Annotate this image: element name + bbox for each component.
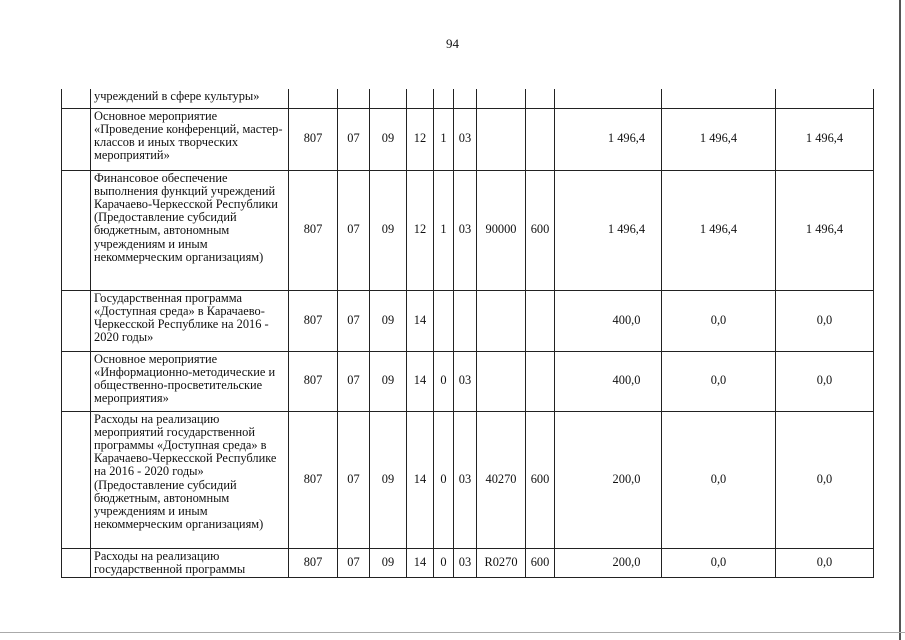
direction-code (477, 108, 526, 170)
event-code: 03 (454, 170, 477, 290)
amount-year-3: 0,0 (776, 411, 874, 548)
amount-year-2: 0,0 (662, 411, 776, 548)
expense-type-code (526, 290, 555, 351)
amount-year-3: 1 496,4 (776, 108, 874, 170)
section-code: 07 (338, 290, 370, 351)
amount-year-3: 0,0 (776, 548, 874, 577)
amount-year-3: 0,0 (776, 290, 874, 351)
row-marker-cell (62, 108, 91, 170)
amount-year-1: 400,0 (555, 351, 662, 411)
amount-year-3 (776, 89, 874, 108)
program-code: 12 (407, 170, 434, 290)
subprogram-code (434, 89, 454, 108)
expense-type-code: 600 (526, 411, 555, 548)
table-row (62, 548, 874, 577)
row-marker-cell (62, 548, 91, 577)
expense-name: Основное мероприятие «Проведение конференций, мастер-классов и иных творческих мероприятий» (91, 108, 289, 170)
ministry-code: 807 (289, 548, 338, 577)
event-code: 03 (454, 411, 477, 548)
program-code: 12 (407, 108, 434, 170)
amount-year-1: 1 496,4 (555, 170, 662, 290)
amount-year-1 (555, 89, 662, 108)
expense-name: Основное мероприятие «Информационно-методические и общественно-просветительские мероприятия» (91, 351, 289, 411)
row-marker-cell (62, 351, 91, 411)
amount-year-2: 0,0 (662, 548, 776, 577)
event-code: 03 (454, 108, 477, 170)
section-code (338, 89, 370, 108)
expense-type-code (526, 108, 555, 170)
scan-edge-right (899, 0, 901, 640)
row-marker-cell (62, 170, 91, 290)
event-code (454, 89, 477, 108)
amount-year-2: 1 496,4 (662, 170, 776, 290)
ministry-code: 807 (289, 108, 338, 170)
table-row (62, 290, 874, 351)
expense-type-code: 600 (526, 548, 555, 577)
subprogram-code (434, 290, 454, 351)
ministry-code: 807 (289, 411, 338, 548)
subprogram-code: 1 (434, 108, 454, 170)
subsection-code: 09 (370, 351, 407, 411)
row-marker-cell (62, 411, 91, 548)
scan-edge-bottom (0, 632, 905, 633)
row-marker-cell (62, 89, 91, 108)
budget-table (61, 89, 874, 578)
subsection-code: 09 (370, 411, 407, 548)
amount-year-1: 400,0 (555, 290, 662, 351)
direction-code: R0270 (477, 548, 526, 577)
table-row (62, 89, 874, 108)
expense-name: учреждений в сфере культуры» (91, 89, 289, 108)
subsection-code: 09 (370, 548, 407, 577)
program-code: 14 (407, 411, 434, 548)
subprogram-code: 0 (434, 548, 454, 577)
table-row (62, 108, 874, 170)
amount-year-1: 200,0 (555, 411, 662, 548)
amount-year-3: 0,0 (776, 351, 874, 411)
expense-type-code (526, 351, 555, 411)
ministry-code: 807 (289, 351, 338, 411)
program-code: 14 (407, 548, 434, 577)
direction-code (477, 351, 526, 411)
amount-year-2 (662, 89, 776, 108)
direction-code: 40270 (477, 411, 526, 548)
amount-year-1: 1 496,4 (555, 108, 662, 170)
direction-code (477, 290, 526, 351)
row-marker-cell (62, 290, 91, 351)
expense-name: Расходы на реализацию мероприятий государственной программы «Доступная среда» в Карачаево-Черкесской Республике на 2016 - 2020 годы» (Предоставление субсидий бюджетным, автономным учреждениям и иным некоммерческим организациям) (91, 411, 289, 548)
direction-code (477, 89, 526, 108)
program-code (407, 89, 434, 108)
section-code: 07 (338, 411, 370, 548)
event-code: 03 (454, 351, 477, 411)
ministry-code: 807 (289, 290, 338, 351)
section-code: 07 (338, 170, 370, 290)
expense-name: Расходы на реализацию государственной программы (91, 548, 289, 577)
subsection-code (370, 89, 407, 108)
page-number: 94 (446, 36, 459, 51)
subsection-code: 09 (370, 170, 407, 290)
amount-year-3: 1 496,4 (776, 170, 874, 290)
amount-year-2: 0,0 (662, 351, 776, 411)
expense-name: Финансовое обеспечение выполнения функций учреждений Карачаево-Черкесской Республики (Предоставление субсидий бюджетным, автономным учреждениям и иным некоммерческим организациям) (91, 170, 289, 290)
subprogram-code: 0 (434, 411, 454, 548)
expense-name: Государственная программа «Доступная среда» в Карачаево-Черкесской Республике на 2016 - 2020 годы» (91, 290, 289, 351)
subprogram-code: 1 (434, 170, 454, 290)
ministry-code: 807 (289, 170, 338, 290)
event-code: 03 (454, 548, 477, 577)
amount-year-2: 0,0 (662, 290, 776, 351)
program-code: 14 (407, 290, 434, 351)
section-code: 07 (338, 351, 370, 411)
direction-code: 90000 (477, 170, 526, 290)
table-row (62, 170, 874, 290)
section-code: 07 (338, 548, 370, 577)
event-code (454, 290, 477, 351)
table-row (62, 411, 874, 548)
subprogram-code: 0 (434, 351, 454, 411)
expense-type-code (526, 89, 555, 108)
amount-year-2: 1 496,4 (662, 108, 776, 170)
ministry-code (289, 89, 338, 108)
program-code: 14 (407, 351, 434, 411)
subsection-code: 09 (370, 108, 407, 170)
subsection-code: 09 (370, 290, 407, 351)
section-code: 07 (338, 108, 370, 170)
amount-year-1: 200,0 (555, 548, 662, 577)
table-row (62, 351, 874, 411)
expense-type-code: 600 (526, 170, 555, 290)
